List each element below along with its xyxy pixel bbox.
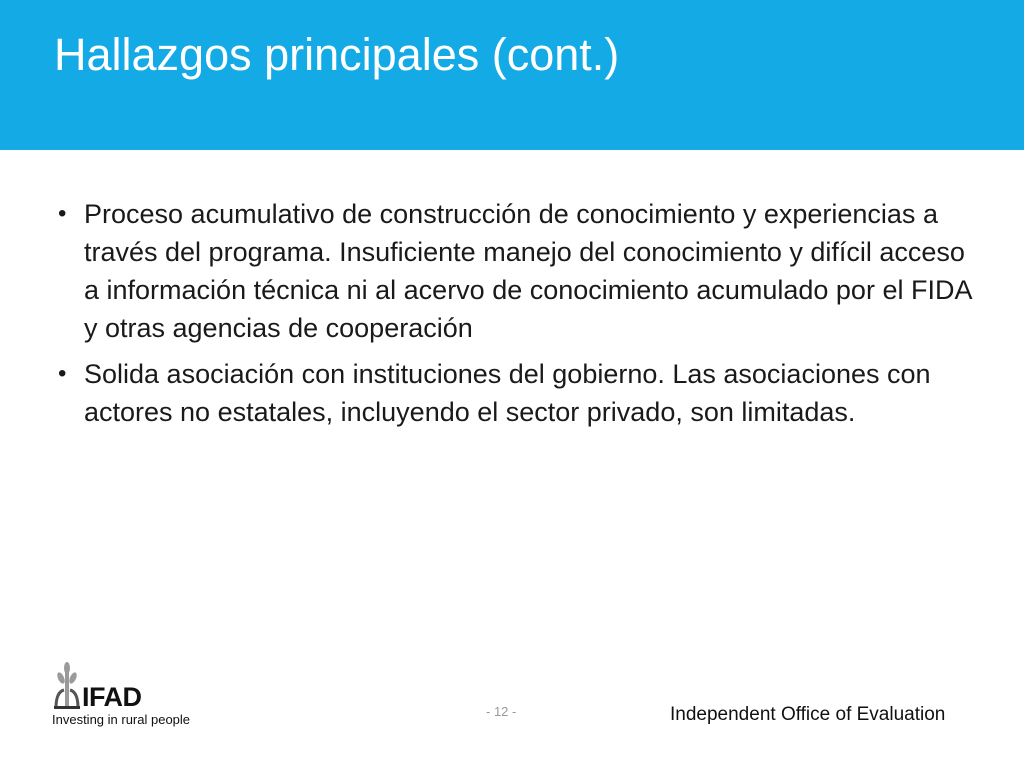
logo-tagline: Investing in rural people (52, 712, 191, 727)
slide-title: Hallazgos principales (cont.) (54, 29, 620, 80)
page-number: - 12 - (486, 704, 517, 719)
office-label: Independent Office of Evaluation (670, 704, 946, 725)
bullet-list (58, 195, 978, 439)
ifad-logo (52, 660, 192, 732)
slide-header (0, 0, 1024, 150)
bullet-dot: • (58, 360, 67, 387)
wheat-emblem-icon (52, 662, 82, 714)
logo-wordmark: IFAD (82, 682, 142, 712)
bullet-text: Proceso acumulativo de construcción de conocimiento y experiencias a través del programa. Insuficiente manejo del conocimiento y difícil acceso a información técnica ni al acervo de conocimiento acumulado por el FIDA y otras agencias de cooperación (84, 199, 971, 343)
bullet-item (58, 195, 978, 347)
bullet-text: Solida asociación con instituciones del gobierno. Las asociaciones con actores no estatales, incluyendo el sector privado, son limitadas. (84, 359, 931, 427)
bullet-dot: • (58, 200, 67, 227)
bullet-item (58, 355, 978, 431)
